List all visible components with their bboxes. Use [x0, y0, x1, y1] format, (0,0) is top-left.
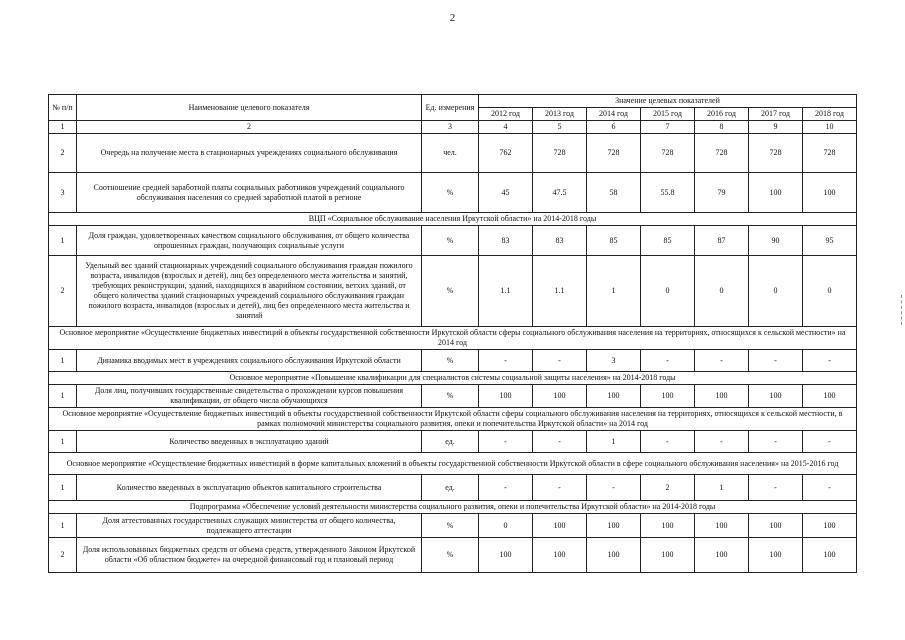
section-title: Основное мероприятие «Осуществление бюджетных инвестиций в форме капитальных вложений в объекты государственной собственности Иркутской области в сфере социального обслуживания населения» на 2015-2016 год	[49, 453, 857, 475]
value-cell: -	[533, 350, 587, 372]
section-row	[49, 501, 857, 514]
value-cell: 728	[803, 134, 857, 173]
column-number: 6	[587, 121, 641, 134]
indicator-name: Удельный вес зданий стационарных учреждений социального обслуживания граждан пожилого возраста, инвалидов (взрослых и детей), лиц без определенного места жительства и занятий, требующих реконструкции, зданий, находящихся в аварийном состоянии, ветхих зданий, от общего количества зданий стационарных учреждений социального обслуживания граждан пожилого возраста, инвалидов (взрослых и детей), лиц без определенного места жительства и занятий	[77, 256, 422, 327]
indicator-name: Динамика вводимых мест в учреждениях социального обслуживания Иркутской области	[77, 350, 422, 372]
scan-edge-mark	[901, 295, 903, 325]
section-title: ВЦП «Социальное обслуживание населения Иркутской области» на 2014-2018 годы	[49, 213, 857, 226]
value-cell: 90	[749, 226, 803, 256]
value-cell: -	[803, 431, 857, 453]
header-year: 2012 год	[479, 108, 533, 121]
header-values-title: Значение целевых показателей	[479, 95, 857, 108]
unit-cell: ед.	[422, 431, 479, 453]
indicator-name: Доля лиц, получивших государственные свидетельства о прохождении курсов повышения квалификации, от общего числа обучающихся	[77, 385, 422, 408]
value-cell: 100	[803, 385, 857, 408]
value-cell: 100	[749, 514, 803, 538]
unit-cell: %	[422, 538, 479, 573]
value-cell: 100	[695, 514, 749, 538]
unit-cell: чел.	[422, 134, 479, 173]
header-year: 2017 год	[749, 108, 803, 121]
indicator-name: Количество введенных в эксплуатацию зданий	[77, 431, 422, 453]
table-row	[49, 173, 857, 213]
header-unit: Ед. измерения	[422, 95, 479, 121]
value-cell: 79	[695, 173, 749, 213]
unit-cell: %	[422, 226, 479, 256]
value-cell: 100	[641, 514, 695, 538]
row-number: 1	[49, 350, 77, 372]
value-cell: 83	[479, 226, 533, 256]
row-number: 1	[49, 514, 77, 538]
row-number: 2	[49, 256, 77, 327]
column-number: 7	[641, 121, 695, 134]
value-cell: 0	[695, 256, 749, 327]
table-row	[49, 134, 857, 173]
value-cell: 3	[587, 350, 641, 372]
row-number: 3	[49, 173, 77, 213]
value-cell: 95	[803, 226, 857, 256]
indicator-name: Доля аттестованных государственных служащих министерства от общего количества, подлежащего аттестации	[77, 514, 422, 538]
value-cell: 1.1	[479, 256, 533, 327]
value-cell: 762	[479, 134, 533, 173]
value-cell: -	[749, 350, 803, 372]
value-cell: -	[803, 475, 857, 501]
row-number: 2	[49, 538, 77, 573]
header-year: 2015 год	[641, 108, 695, 121]
row-number: 2	[49, 134, 77, 173]
value-cell: 83	[533, 226, 587, 256]
table-row	[49, 538, 857, 573]
table-row	[49, 431, 857, 453]
row-number: 1	[49, 431, 77, 453]
value-cell: -	[479, 475, 533, 501]
table-row	[49, 226, 857, 256]
value-cell: 100	[587, 514, 641, 538]
value-cell: 0	[479, 514, 533, 538]
column-number: 4	[479, 121, 533, 134]
value-cell: 1	[695, 475, 749, 501]
header-year: 2016 год	[695, 108, 749, 121]
table-row	[49, 350, 857, 372]
value-cell: 0	[641, 256, 695, 327]
table-row	[49, 514, 857, 538]
unit-cell: %	[422, 385, 479, 408]
value-cell: 100	[641, 538, 695, 573]
value-cell: -	[533, 475, 587, 501]
table-body	[49, 134, 857, 573]
indicator-name: Количество введенных в эксплуатацию объектов капитального строительства	[77, 475, 422, 501]
value-cell: 100	[803, 173, 857, 213]
header-year: 2013 год	[533, 108, 587, 121]
value-cell: 0	[803, 256, 857, 327]
value-cell: 100	[803, 538, 857, 573]
value-cell: -	[803, 350, 857, 372]
value-cell: 100	[533, 385, 587, 408]
section-row	[49, 408, 857, 431]
header-year: 2018 год	[803, 108, 857, 121]
value-cell: 728	[641, 134, 695, 173]
row-number: 1	[49, 226, 77, 256]
value-cell: 728	[533, 134, 587, 173]
value-cell: -	[479, 350, 533, 372]
value-cell: 85	[587, 226, 641, 256]
section-row	[49, 213, 857, 226]
unit-cell: %	[422, 350, 479, 372]
value-cell: 55.8	[641, 173, 695, 213]
row-number: 1	[49, 385, 77, 408]
page-number: 2	[449, 12, 456, 24]
section-title: Подпрограмма «Обеспечение условий деятельности министерства социального развития, опеки и попечительства Иркутской области» на 2014-2018 годы	[49, 501, 857, 514]
value-cell: 100	[587, 385, 641, 408]
table-row	[49, 385, 857, 408]
value-cell: 100	[587, 538, 641, 573]
indicator-name: Соотношение средней заработной платы социальных работников учреждений социального обслуживания населения со средней заработной платой в регионе	[77, 173, 422, 213]
indicator-name: Доля граждан, удовлетворенных качеством социального обслуживания, от общего количества опрошенных граждан, получающих социальные услуги	[77, 226, 422, 256]
section-title: Основное мероприятие «Повышение квалификации для специалистов системы социальной защиты населения» на 2014-2018 годы	[49, 372, 857, 385]
column-number: 1	[49, 121, 77, 134]
header-num: № п/п	[49, 95, 77, 121]
value-cell: 1.1	[533, 256, 587, 327]
section-title: Основное мероприятие «Осуществление бюджетных инвестиций в объекты государственной собственности Иркутской области сферы социального обслуживания населения на территориях, относящихся к сельской местности, в рамках полномочий министерства социального развития, опеки и попечительства Иркутской области» на 2014 год	[49, 408, 857, 431]
indicator-name: Очередь на получение места в стационарных учреждениях социального обслуживания	[77, 134, 422, 173]
table-row	[49, 475, 857, 501]
column-number: 9	[749, 121, 803, 134]
value-cell: 100	[749, 385, 803, 408]
unit-cell: ед.	[422, 475, 479, 501]
column-number: 2	[77, 121, 422, 134]
value-cell: 728	[587, 134, 641, 173]
value-cell: -	[479, 431, 533, 453]
value-cell: -	[695, 431, 749, 453]
value-cell: -	[695, 350, 749, 372]
value-cell: 100	[533, 514, 587, 538]
unit-cell: %	[422, 173, 479, 213]
value-cell: 2	[641, 475, 695, 501]
value-cell: 728	[695, 134, 749, 173]
value-cell: 100	[533, 538, 587, 573]
indicator-name: Доля использованных бюджетных средств от объема средств, утвержденного Законом Иркутской области «Об областном бюджете» на очередной финансовый год и плановый период	[77, 538, 422, 573]
value-cell: 100	[695, 385, 749, 408]
value-cell: 100	[749, 173, 803, 213]
section-row	[49, 453, 857, 475]
header-year: 2014 год	[587, 108, 641, 121]
value-cell: 1	[587, 256, 641, 327]
value-cell: 100	[749, 538, 803, 573]
value-cell: 100	[479, 538, 533, 573]
value-cell: 85	[641, 226, 695, 256]
value-cell: 0	[749, 256, 803, 327]
column-number: 5	[533, 121, 587, 134]
section-title: Основное мероприятие «Осуществление бюджетных инвестиций в объекты государственной собственности Иркутской области сферы социального обслуживания населения на территориях, относящихся к сельской местности» на 2014 год	[49, 327, 857, 350]
value-cell: 87	[695, 226, 749, 256]
unit-cell: %	[422, 514, 479, 538]
value-cell: 1	[587, 431, 641, 453]
value-cell: 100	[641, 385, 695, 408]
value-cell: -	[749, 431, 803, 453]
value-cell: 100	[479, 385, 533, 408]
value-cell: 100	[803, 514, 857, 538]
value-cell: -	[749, 475, 803, 501]
column-number: 10	[803, 121, 857, 134]
header-name: Наименование целевого показателя	[77, 95, 422, 121]
value-cell: -	[641, 350, 695, 372]
section-row	[49, 327, 857, 350]
row-number: 1	[49, 475, 77, 501]
value-cell: -	[533, 431, 587, 453]
column-number: 8	[695, 121, 749, 134]
target-indicators-table	[48, 94, 857, 573]
value-cell: -	[641, 431, 695, 453]
unit-cell: %	[422, 256, 479, 327]
section-row	[49, 372, 857, 385]
value-cell: 728	[749, 134, 803, 173]
value-cell: 47.5	[533, 173, 587, 213]
table-row	[49, 256, 857, 327]
value-cell: 58	[587, 173, 641, 213]
value-cell: -	[587, 475, 641, 501]
value-cell: 45	[479, 173, 533, 213]
column-number: 3	[422, 121, 479, 134]
value-cell: 100	[695, 538, 749, 573]
